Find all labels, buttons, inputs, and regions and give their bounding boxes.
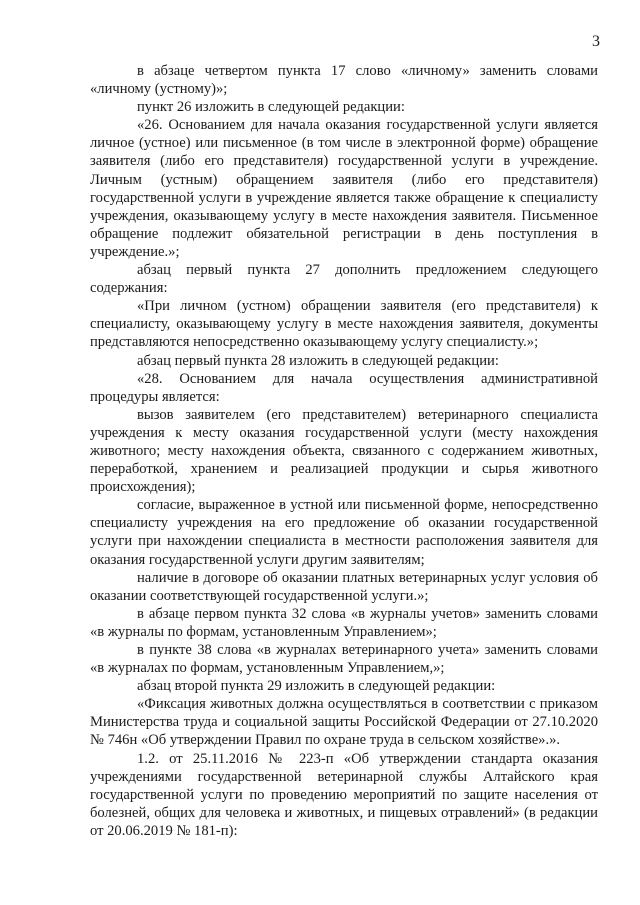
paragraph: в пункте 38 слова «в журналах ветеринарного учета» заменить словами «в журналах по формам, установленным Управлением,»; [90, 642, 598, 677]
paragraph: наличие в договоре об оказании платных ветеринарных услуг условия об оказании соответствующей государственной услуги.»; [90, 569, 598, 604]
paragraph: абзац второй пункта 29 изложить в следующей редакции: [137, 678, 496, 695]
paragraph: пункт 26 изложить в следующей редакции: [137, 99, 405, 116]
paragraph: в абзаце четвертом пункта 17 слово «личному» заменить словами «личному (устному)»; [90, 63, 598, 98]
paragraph: согласие, выраженное в устной или письменной форме, непосредственно специалисту учреждения на его предложение об оказании государственной услуги при нахождении специалиста в местности расположения заявителя для оказания государственной услуги другим заявителям; [90, 497, 598, 568]
paragraph: 1.2. от 25.11.2016 № 223-п «Об утверждении стандарта оказания учреждениями государственной ветеринарной службы Алтайского края государственной услуги по проведению мероприятий по защите населения от болезней, общих для человека и животных, и пищевых отравлений» (в редакции от 20.06.2019 № 181-п): [90, 750, 598, 839]
paragraph: абзац первый пункта 28 изложить в следующей редакции: [137, 352, 499, 369]
paragraph: вызов заявителем (его представителем) ветеринарного специалиста учреждения к месту оказания государственной услуги (месту нахождения животного; месту нахождения объекта, связанного с содержанием животных, переработкой, хранением и реализацией продукции и сырья животного происхождения); [90, 406, 598, 496]
paragraph: в абзаце первом пункта 32 слова «в журналы учетов» заменить словами «в журналы по формам, установленным Управлением»; [90, 605, 598, 640]
paragraph: «28. Основанием для начала осуществления административной процедуры является: [90, 370, 598, 405]
document-body [90, 62, 598, 840]
page-number: 3 [592, 33, 600, 50]
paragraph: «При личном (устном) обращении заявителя (его представителя) к специалисту, оказывающему услугу в месте нахождения заявителя, документы представляются непосредственно оказывающему услугу специалисту.»; [90, 298, 598, 351]
paragraph: «26. Основанием для начала оказания государственной услуги является личное (устное) или письменное (в том числе в электронной форме) обращение заявителя (либо его представителя) государственной услуги в учреждение. Личным (устным) обращением заявителя (либо его представителя) государственной услуги в учреждение является также обращение к специалисту учреждения, оказывающему услугу в месте нахождения заявителя. Письменное обращение подлежит обязательной регистрации в день поступления в учреждение.»; [90, 117, 598, 260]
paragraph: «Фиксация животных должна осуществляться в соответствии с приказом Министерства труда и социальной защиты Российской Федерации от 27.10.2020 № 746н «Об утверждении Правил по охране труда в сельском хозяйстве».». [90, 696, 598, 749]
paragraph: абзац первый пункта 27 дополнить предложением следующего содержания: [90, 262, 598, 297]
